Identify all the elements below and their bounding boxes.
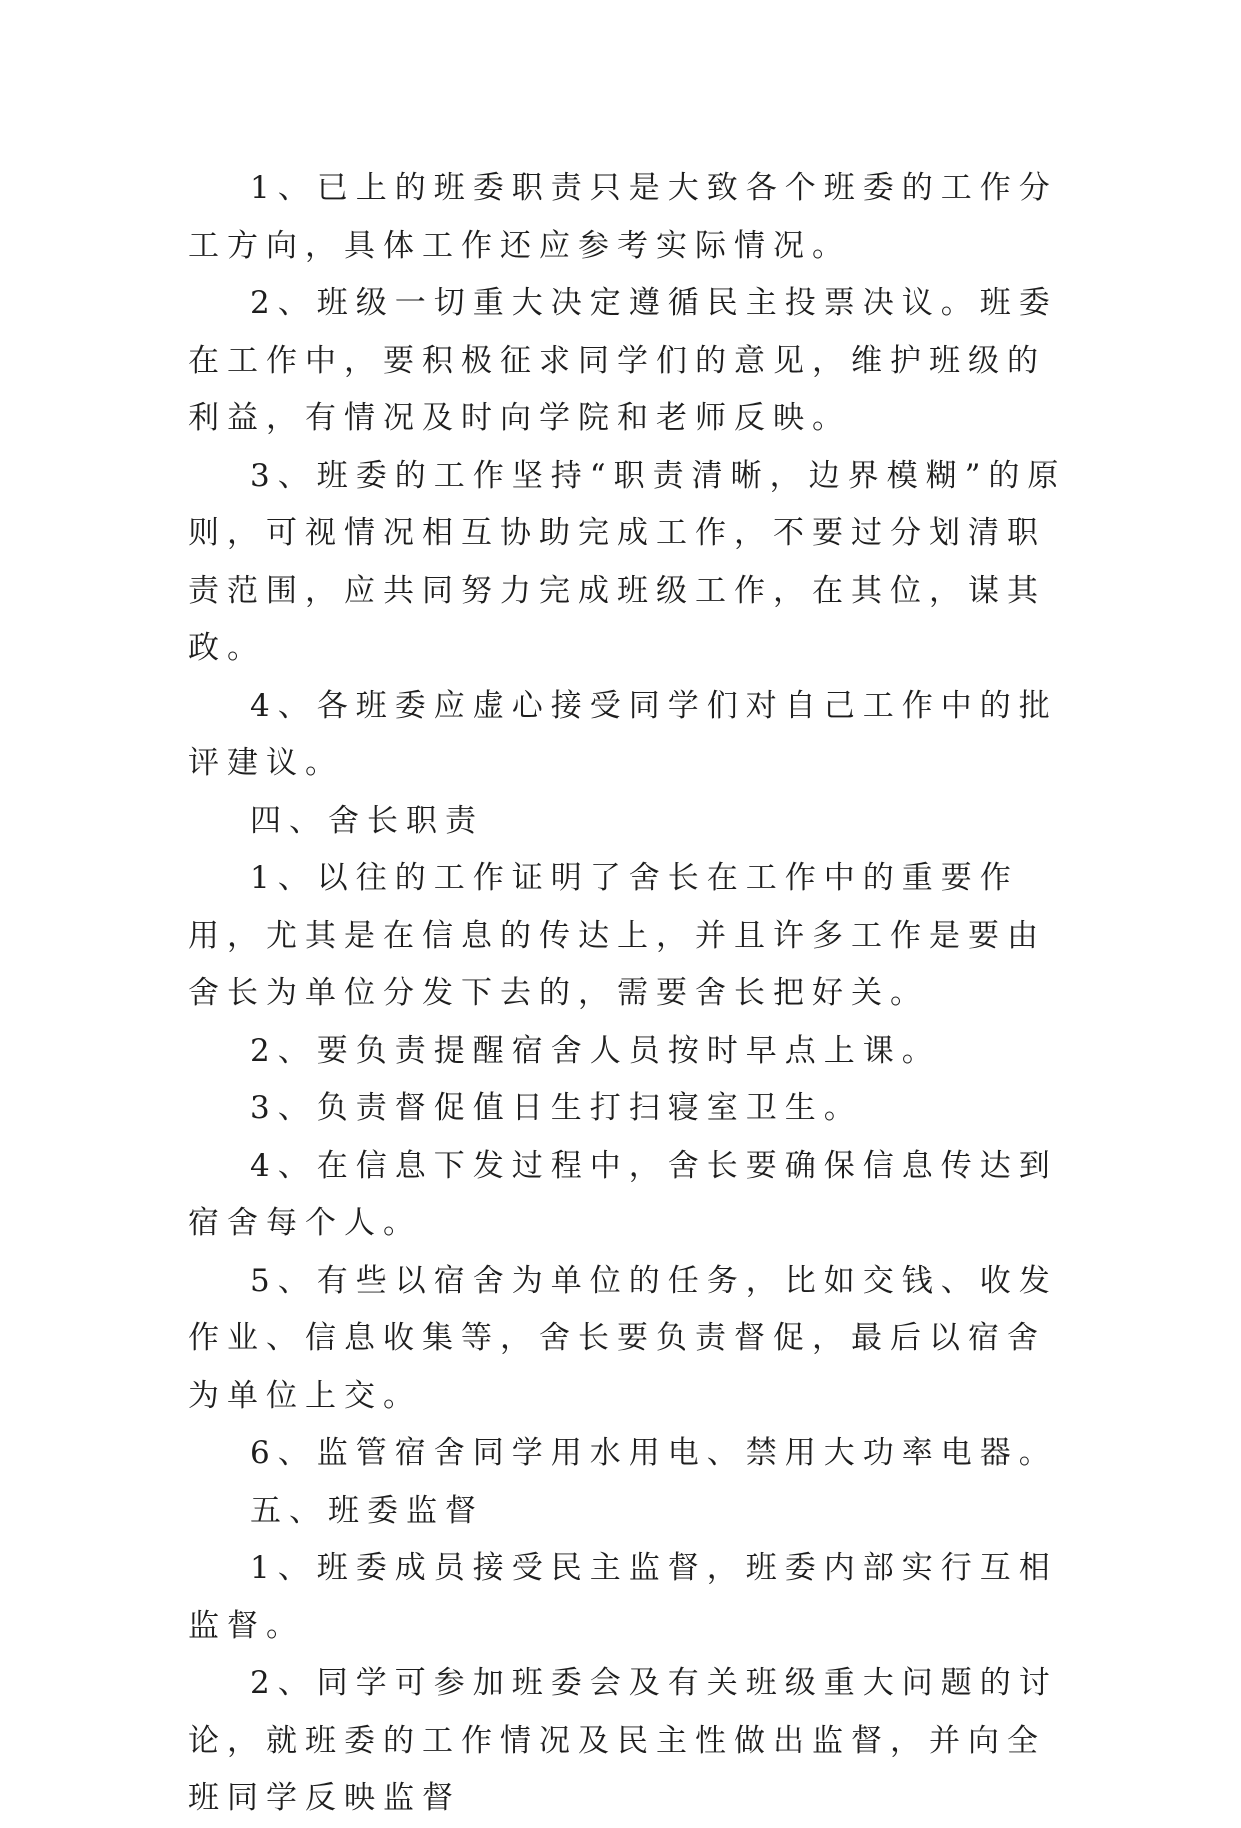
paragraph-supervise-cleaning: 3、负责督促值日生打扫寝室卫生。 (250, 1090, 863, 1126)
paragraph-water-electricity: 6、监管宿舍同学用水用电、禁用大功率电器。 (250, 1435, 1058, 1471)
paragraph-ensure-info-delivery: 4、在信息下发过程中，舍长要确保信息传达到宿舍每个人。 (188, 1147, 1058, 1241)
paragraph-dorm-unit-tasks: 5、有些以宿舍为单位的任务，比如交钱、收发作业、信息收集等，舍长要负责督促，最后以宿舍为单位上交。 (188, 1262, 1058, 1414)
paragraph-remind-attend-class: 2、要负责提醒宿舍人员按时早点上课。 (250, 1032, 941, 1069)
paragraph-clear-duties-principle: 3、班委的工作坚持“职责清晰，边界模糊”的原则，可视情况相互协助完成工作，不要过分划清职责范围，应共同努力完成班级工作，在其位，谋其政。 (188, 457, 1067, 666)
section-heading-dorm-leader-duties: 四、舍长职责 (250, 802, 484, 839)
section-heading-committee-supervision: 五、班委监督 (250, 1492, 484, 1529)
paragraph-dorm-leader-importance: 1、以往的工作证明了舍长在工作中的重要作用，尤其是在信息的传达上，并且许多工作是要由舍长为单位分发下去的，需要舍长把好关。 (188, 860, 1046, 1011)
paragraph-major-decisions-vote: 2、班级一切重大决定遵循民主投票决议。班委在工作中，要积极征求同学们的意见，维护班级的利益，有情况及时向学院和老师反映。 (188, 285, 1058, 436)
paragraph-class-committee-duties-note: 1、已上的班委职责只是大致各个班委的工作分工方向，具体工作还应参考实际情况。 (188, 170, 1058, 264)
paragraph-democratic-supervision: 1、班委成员接受民主监督，班委内部实行互相监督。 (188, 1550, 1058, 1644)
paragraph-accept-criticism: 4、各班委应虚心接受同学们对自己工作中的批评建议。 (188, 687, 1058, 781)
paragraph-students-participate: 2、同学可参加班委会及有关班级重大问题的讨论，就班委的工作情况及民主性做出监督，并向全班同学反映监督 (188, 1665, 1058, 1816)
document-body (188, 160, 1068, 1828)
